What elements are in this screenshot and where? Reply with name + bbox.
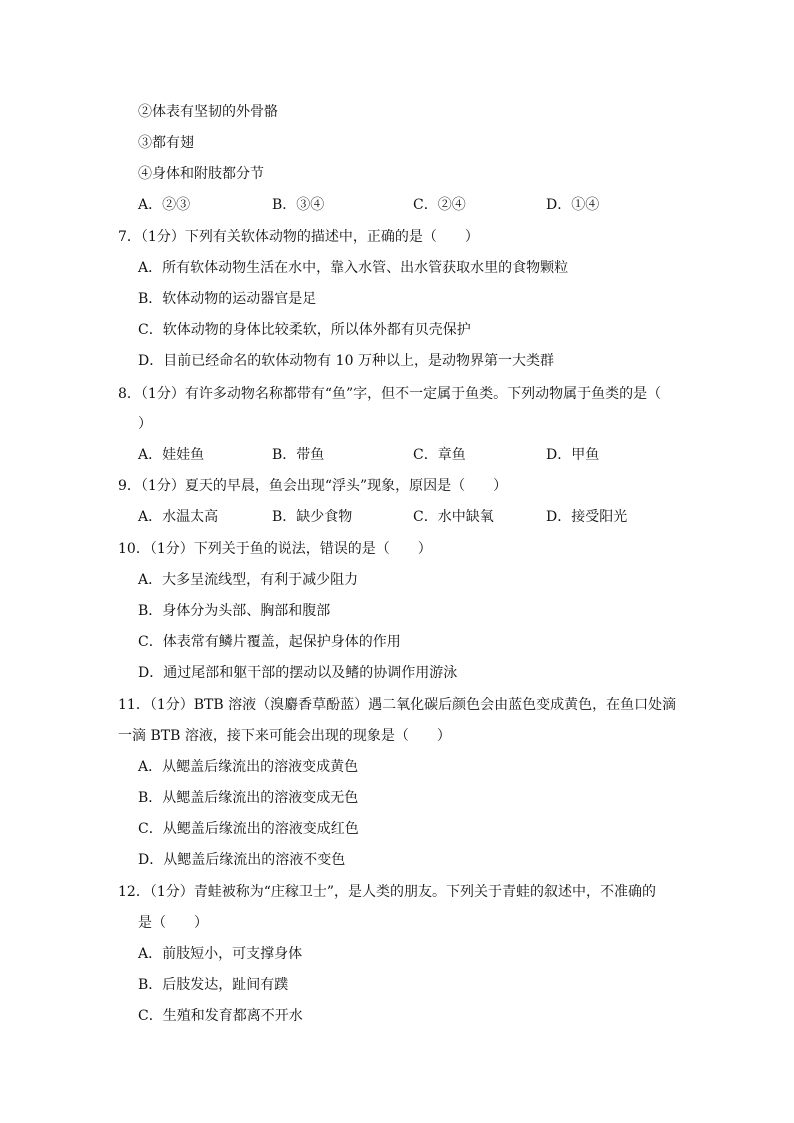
question-stem-continued: ）	[138, 416, 152, 432]
option-a: A．从鳃盖后缘流出的溶液变成黄色	[138, 759, 359, 775]
option-b: B．身体分为头部、胸部和腹部	[138, 603, 331, 619]
option-a: A．大多呈流线型，有利于减少阻力	[138, 572, 359, 588]
option-b: B．带鱼	[272, 447, 325, 463]
option-b: B．缺少食物	[272, 509, 353, 525]
list-item: ③都有翅	[138, 135, 194, 151]
option-c: C．水中缺氧	[413, 509, 494, 525]
option-c: C．体表常有鳞片覆盖，起保护身体的作用	[138, 634, 401, 650]
question-stem: 9．（1分）夏天的早晨，鱼会出现“浮头”现象，原因是（ ）	[118, 478, 508, 494]
option-a: A．娃娃鱼	[138, 447, 205, 463]
option-c: C．软体动物的身体比较柔软，所以体外都有贝壳保护	[138, 322, 471, 338]
question-stem: 8．（1分）有许多动物名称都带有“鱼”字，但不一定属于鱼类。下列动物属于鱼类的是（	[118, 386, 662, 402]
question-stem-continued: 是（ ）	[138, 915, 208, 931]
option-b: B．③④	[272, 197, 325, 213]
option-a: A．所有软体动物生活在水中，靠入水管、出水管获取水里的食物颗粒	[138, 260, 569, 276]
question-stem: 12．（1分）青蛙被称为“庄稼卫士”，是人类的朋友。下列关于青蛙的叙述中，不准确的	[118, 884, 657, 900]
option-c: C．生殖和发育都离不开水	[138, 1008, 303, 1024]
option-d: D．目前已经命名的软体动物有 10 万种以上，是动物界第一大类群	[138, 353, 554, 369]
option-a: A．水温太高	[138, 509, 219, 525]
option-d: D．接受阳光	[546, 509, 628, 525]
option-a: A．②③	[138, 197, 191, 213]
question-stem: 11．（1分）BTB 溶液（溴麝香草酚蓝）遇二氧化碳后颜色会由蓝色变成黄色，在鱼口处滴	[118, 697, 677, 713]
option-c: C．从鳃盖后缘流出的溶液变成红色	[138, 821, 359, 837]
option-d: D．①④	[546, 197, 600, 213]
option-a: A．前肢短小，可支撑身体	[138, 946, 303, 962]
option-b: B．从鳃盖后缘流出的溶液变成无色	[138, 790, 359, 806]
option-b: B．软体动物的运动器官是足	[138, 291, 317, 307]
option-b: B．后肢发达，趾间有蹼	[138, 977, 289, 993]
list-item: ④身体和附肢都分节	[138, 166, 264, 182]
option-d: D．通过尾部和躯干部的摆动以及鳍的协调作用游泳	[138, 665, 458, 681]
option-c: C．章鱼	[413, 447, 466, 463]
question-stem: 10．（1分）下列关于鱼的说法，错误的是（ ）	[118, 541, 432, 557]
question-stem-continued: 一滴 BTB 溶液，接下来可能会出现的现象是（ ）	[118, 728, 451, 744]
question-stem: 7．（1分）下列有关软体动物的描述中，正确的是（ ）	[118, 229, 479, 245]
option-d: D．甲鱼	[546, 447, 600, 463]
option-c: C．②④	[413, 197, 466, 213]
list-item: ②体表有坚韧的外骨骼	[138, 104, 278, 120]
option-d: D．从鳃盖后缘流出的溶液不变色	[138, 852, 346, 868]
